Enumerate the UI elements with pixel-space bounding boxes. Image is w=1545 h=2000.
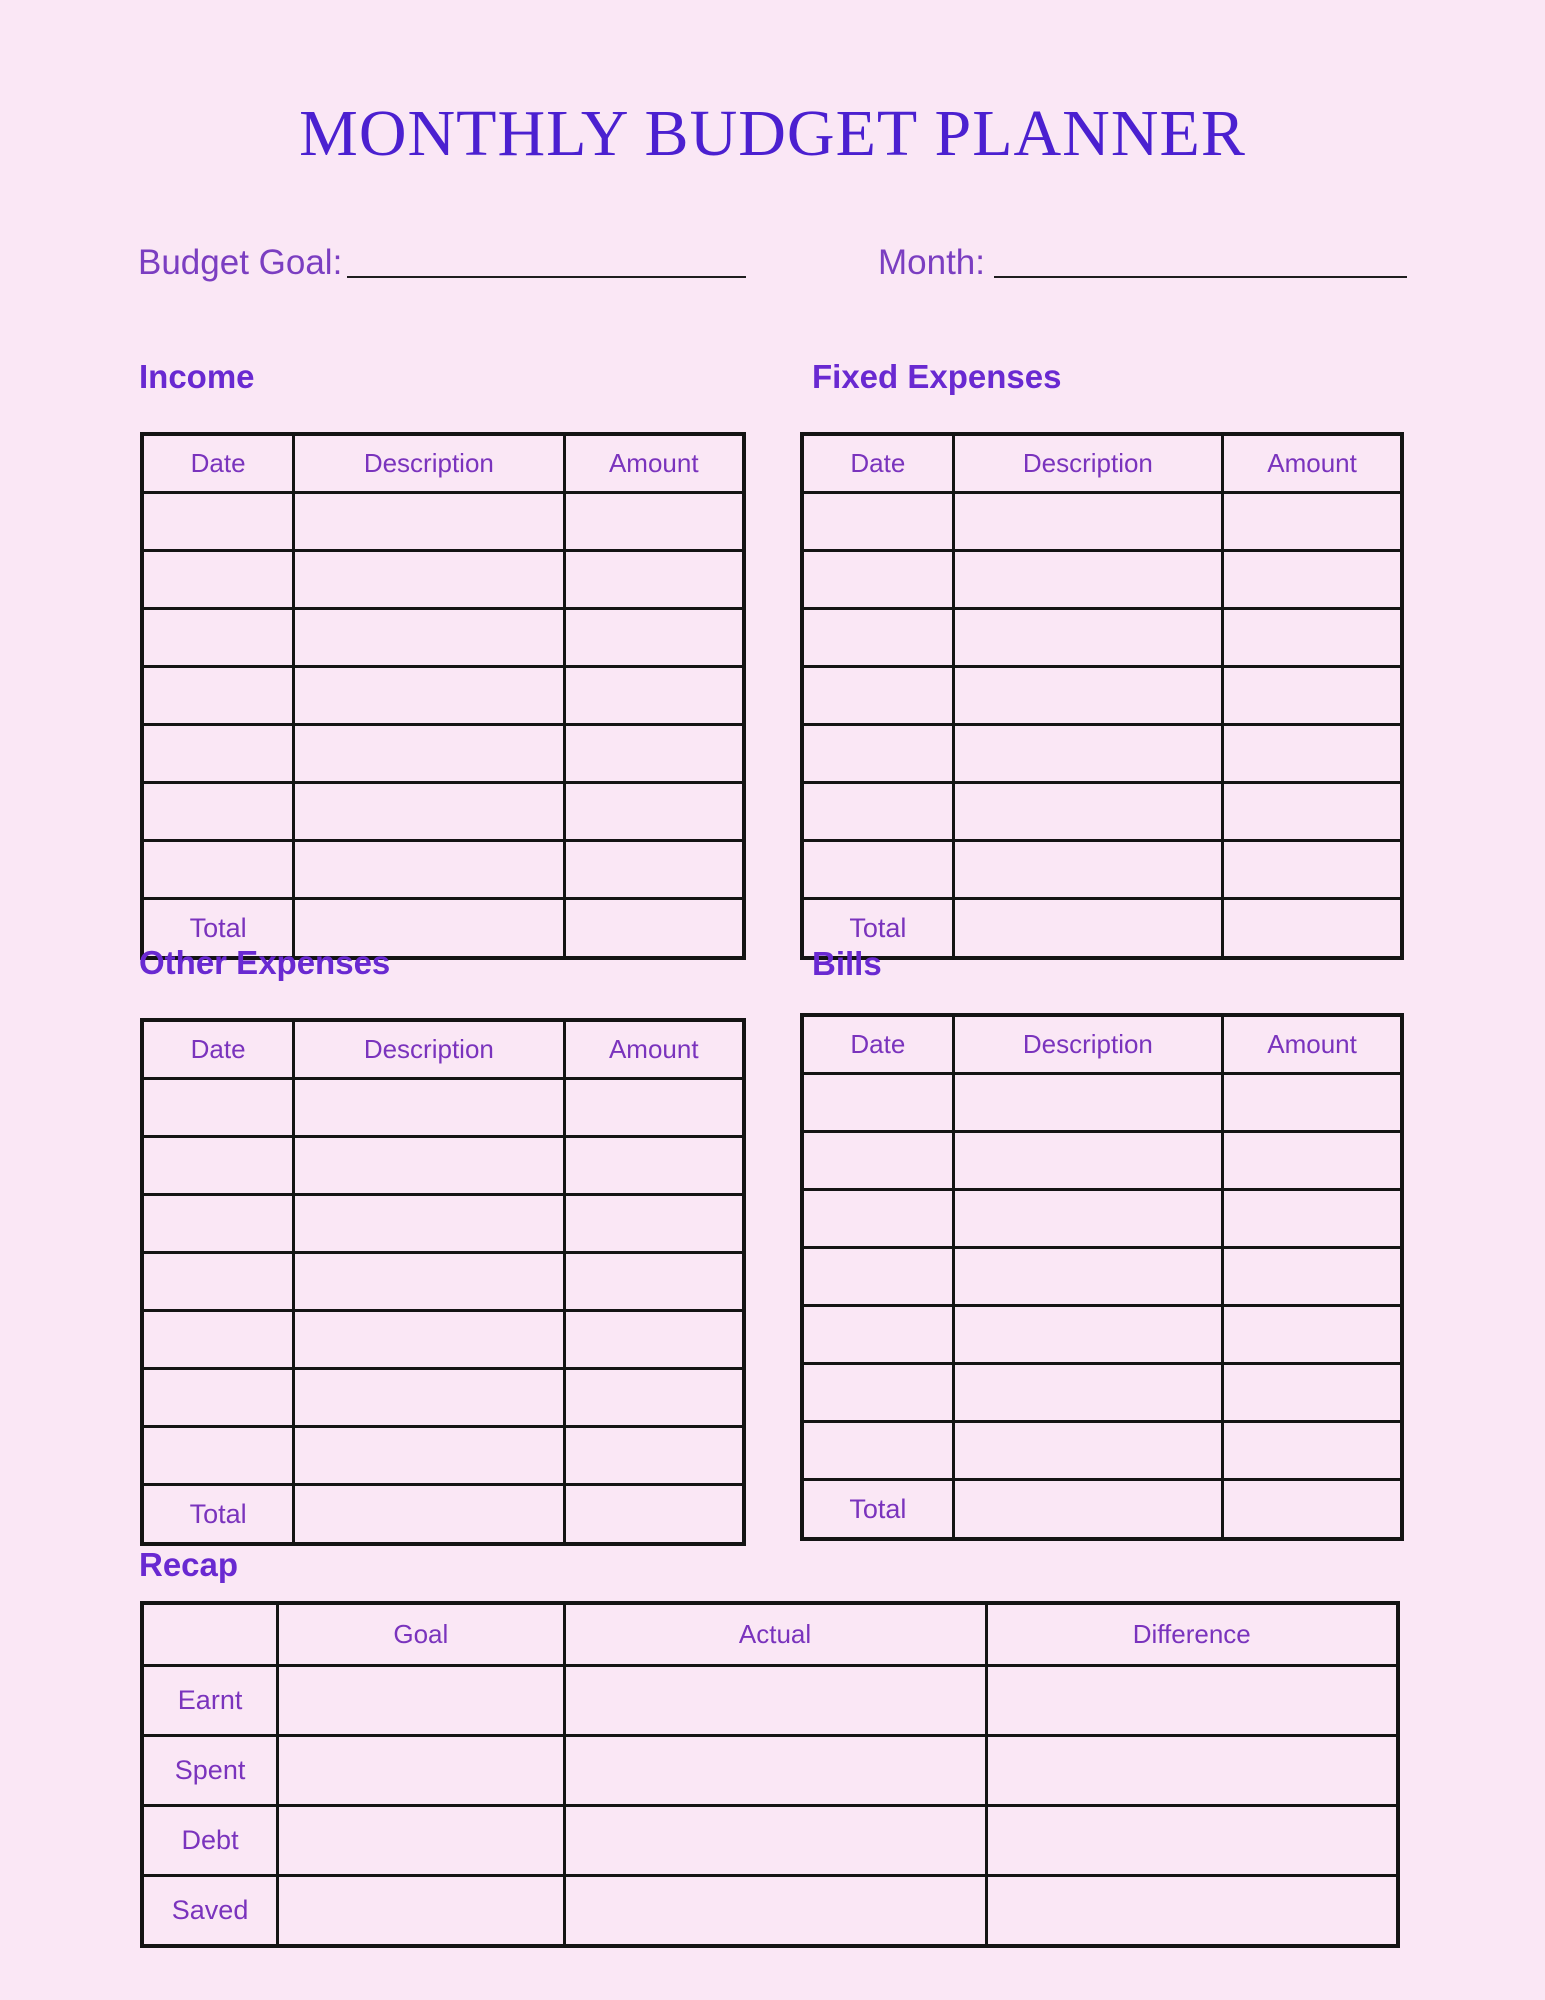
- column-header-amount: Amount: [1223, 434, 1402, 493]
- recap-section-heading: Recap: [139, 1546, 239, 1583]
- description-cell[interactable]: [953, 493, 1222, 551]
- total-row: [802, 899, 1402, 959]
- description-cell[interactable]: [294, 783, 564, 841]
- date-cell[interactable]: [142, 609, 294, 667]
- column-header-description: Description: [294, 1020, 564, 1079]
- recap-actual-cell[interactable]: [564, 1736, 986, 1806]
- recap-row-saved: [142, 1876, 1398, 1947]
- description-cell[interactable]: [294, 725, 564, 783]
- table-header-row: [802, 1015, 1402, 1074]
- description-cell[interactable]: [953, 551, 1222, 609]
- description-cell[interactable]: [953, 667, 1222, 725]
- description-cell[interactable]: [294, 609, 564, 667]
- month-label: Month:: [878, 243, 985, 282]
- date-cell[interactable]: [802, 725, 953, 783]
- table-row: [142, 1137, 744, 1195]
- amount-cell[interactable]: [564, 609, 744, 667]
- total-row: [142, 1485, 744, 1545]
- date-cell[interactable]: [802, 1190, 953, 1248]
- bills-table: [800, 1013, 1404, 1541]
- amount-cell[interactable]: [564, 841, 744, 899]
- recap-table: [140, 1601, 1400, 1948]
- table-row: [142, 1311, 744, 1369]
- amount-cell[interactable]: [1223, 1422, 1402, 1480]
- total-label-cell: Total: [802, 899, 953, 959]
- description-cell[interactable]: [953, 1074, 1222, 1132]
- recap-actual-cell[interactable]: [564, 1876, 986, 1947]
- date-cell[interactable]: [802, 493, 953, 551]
- recap-row-label: Saved: [142, 1876, 278, 1947]
- date-cell[interactable]: [142, 667, 294, 725]
- description-cell[interactable]: [294, 493, 564, 551]
- date-cell[interactable]: [142, 551, 294, 609]
- amount-cell[interactable]: [564, 783, 744, 841]
- column-header-description: Description: [294, 434, 564, 493]
- recap-goal-cell[interactable]: [278, 1736, 564, 1806]
- amount-cell[interactable]: [1223, 783, 1402, 841]
- table-header-row: [142, 434, 744, 493]
- recap-row-label: Earnt: [142, 1666, 278, 1736]
- description-cell[interactable]: [953, 609, 1222, 667]
- description-cell[interactable]: [953, 1190, 1222, 1248]
- table-row: [142, 1195, 744, 1253]
- total-amount-cell[interactable]: [1223, 899, 1402, 959]
- table-row: [802, 783, 1402, 841]
- recap-header-row: [142, 1603, 1398, 1666]
- amount-cell[interactable]: [1223, 493, 1402, 551]
- recap-row-earnt: [142, 1666, 1398, 1736]
- bills-section-heading: Bills: [812, 945, 882, 982]
- amount-cell[interactable]: [1223, 551, 1402, 609]
- income-section-heading: Income: [139, 358, 255, 395]
- description-cell[interactable]: [953, 783, 1222, 841]
- table-header-row: [802, 434, 1402, 493]
- table-row: [802, 1074, 1402, 1132]
- date-cell[interactable]: [802, 1422, 953, 1480]
- description-cell[interactable]: [953, 725, 1222, 783]
- recap-column-header-difference: Difference: [986, 1603, 1398, 1666]
- month-field[interactable]: [994, 240, 1407, 278]
- amount-cell[interactable]: [564, 493, 744, 551]
- total-amount-cell[interactable]: [1223, 1480, 1402, 1540]
- description-cell[interactable]: [953, 1132, 1222, 1190]
- table-row: [142, 783, 744, 841]
- total-label-cell: Total: [142, 1485, 294, 1545]
- table-row: [802, 1190, 1402, 1248]
- recap-difference-cell[interactable]: [986, 1736, 1398, 1806]
- recap-column-header-goal: Goal: [278, 1603, 564, 1666]
- description-cell[interactable]: [294, 1427, 564, 1485]
- date-cell[interactable]: [142, 1311, 294, 1369]
- total-description-cell[interactable]: [953, 899, 1222, 959]
- description-cell[interactable]: [953, 841, 1222, 899]
- date-cell[interactable]: [802, 609, 953, 667]
- total-amount-cell[interactable]: [564, 1485, 744, 1545]
- column-header-date: Date: [142, 434, 294, 493]
- total-description-cell[interactable]: [953, 1480, 1222, 1540]
- amount-cell[interactable]: [1223, 1074, 1402, 1132]
- recap-goal-cell[interactable]: [278, 1666, 564, 1736]
- date-cell[interactable]: [802, 1364, 953, 1422]
- column-header-amount: Amount: [1223, 1015, 1402, 1074]
- amount-cell[interactable]: [1223, 1190, 1402, 1248]
- description-cell[interactable]: [294, 551, 564, 609]
- description-cell[interactable]: [294, 1311, 564, 1369]
- column-header-date: Date: [802, 434, 953, 493]
- recap-column-header-actual: Actual: [564, 1603, 986, 1666]
- amount-cell[interactable]: [1223, 725, 1402, 783]
- recap-difference-cell[interactable]: [986, 1806, 1398, 1876]
- recap-actual-cell[interactable]: [564, 1666, 986, 1736]
- table-row: [802, 1364, 1402, 1422]
- description-cell[interactable]: [294, 1253, 564, 1311]
- income-table: [140, 432, 746, 960]
- table-row: [142, 1427, 744, 1485]
- amount-cell[interactable]: [1223, 1132, 1402, 1190]
- recap-difference-cell[interactable]: [986, 1876, 1398, 1947]
- column-header-description: Description: [953, 1015, 1222, 1074]
- date-cell[interactable]: [142, 1079, 294, 1137]
- fixed-expenses-table: [800, 432, 1404, 960]
- table-row: [802, 1422, 1402, 1480]
- amount-cell[interactable]: [564, 1137, 744, 1195]
- date-cell[interactable]: [142, 783, 294, 841]
- page-title: MONTHLY BUDGET PLANNER: [299, 97, 1246, 170]
- recap-actual-cell[interactable]: [564, 1806, 986, 1876]
- date-cell[interactable]: [802, 667, 953, 725]
- recap-row-spent: [142, 1736, 1398, 1806]
- description-cell[interactable]: [294, 1137, 564, 1195]
- description-cell[interactable]: [953, 1422, 1222, 1480]
- table-row: [142, 841, 744, 899]
- amount-cell[interactable]: [564, 1253, 744, 1311]
- recap-goal-cell[interactable]: [278, 1876, 564, 1947]
- date-cell[interactable]: [802, 841, 953, 899]
- amount-cell[interactable]: [564, 1079, 744, 1137]
- date-cell[interactable]: [142, 1427, 294, 1485]
- date-cell[interactable]: [142, 1369, 294, 1427]
- amount-cell[interactable]: [564, 551, 744, 609]
- table-row: [142, 1369, 744, 1427]
- table-row: [142, 1079, 744, 1137]
- description-cell[interactable]: [294, 1079, 564, 1137]
- column-header-date: Date: [142, 1020, 294, 1079]
- amount-cell[interactable]: [1223, 1306, 1402, 1364]
- table-row: [142, 1253, 744, 1311]
- table-row: [142, 493, 744, 551]
- table-row: [142, 551, 744, 609]
- total-row: [802, 1480, 1402, 1540]
- date-cell[interactable]: [142, 725, 294, 783]
- description-cell[interactable]: [294, 841, 564, 899]
- amount-cell[interactable]: [564, 1195, 744, 1253]
- recap-goal-cell[interactable]: [278, 1806, 564, 1876]
- total-label-cell: Total: [142, 899, 294, 959]
- table-row: [802, 1306, 1402, 1364]
- table-header-row: [142, 1020, 744, 1079]
- description-cell[interactable]: [294, 667, 564, 725]
- amount-cell[interactable]: [564, 1311, 744, 1369]
- fixed-expenses-section-heading: Fixed Expenses: [812, 358, 1062, 395]
- date-cell[interactable]: [802, 551, 953, 609]
- date-cell[interactable]: [802, 783, 953, 841]
- date-cell[interactable]: [802, 1074, 953, 1132]
- column-header-description: Description: [953, 434, 1222, 493]
- recap-row-debt: [142, 1806, 1398, 1876]
- amount-cell[interactable]: [1223, 609, 1402, 667]
- table-row: [802, 493, 1402, 551]
- budget-goal-field[interactable]: [347, 240, 746, 278]
- table-row: [802, 551, 1402, 609]
- column-header-date: Date: [802, 1015, 953, 1074]
- table-row: [802, 609, 1402, 667]
- total-amount-cell[interactable]: [564, 899, 744, 959]
- amount-cell[interactable]: [1223, 1364, 1402, 1422]
- description-cell[interactable]: [953, 1306, 1222, 1364]
- column-header-amount: Amount: [564, 434, 744, 493]
- column-header-amount: Amount: [564, 1020, 744, 1079]
- description-cell[interactable]: [953, 1364, 1222, 1422]
- table-row: [802, 1248, 1402, 1306]
- recap-corner-cell: [142, 1603, 278, 1666]
- amount-cell[interactable]: [1223, 841, 1402, 899]
- recap-difference-cell[interactable]: [986, 1666, 1398, 1736]
- other-expenses-section-heading: Other Expenses: [139, 944, 391, 981]
- description-cell[interactable]: [953, 1248, 1222, 1306]
- table-row: [802, 1132, 1402, 1190]
- amount-cell[interactable]: [564, 1369, 744, 1427]
- table-row: [802, 841, 1402, 899]
- other-expenses-table: [140, 1018, 746, 1546]
- date-cell[interactable]: [802, 1248, 953, 1306]
- amount-cell[interactable]: [564, 725, 744, 783]
- date-cell[interactable]: [142, 1137, 294, 1195]
- recap-row-label: Spent: [142, 1736, 278, 1806]
- table-row: [142, 725, 744, 783]
- date-cell[interactable]: [142, 1195, 294, 1253]
- date-cell[interactable]: [802, 1132, 953, 1190]
- date-cell[interactable]: [802, 1306, 953, 1364]
- table-row: [142, 609, 744, 667]
- total-label-cell: Total: [802, 1480, 953, 1540]
- total-description-cell[interactable]: [294, 1485, 564, 1545]
- date-cell[interactable]: [142, 1253, 294, 1311]
- date-cell[interactable]: [142, 841, 294, 899]
- table-row: [802, 667, 1402, 725]
- date-cell[interactable]: [142, 493, 294, 551]
- recap-row-label: Debt: [142, 1806, 278, 1876]
- amount-cell[interactable]: [564, 667, 744, 725]
- amount-cell[interactable]: [564, 1427, 744, 1485]
- amount-cell[interactable]: [1223, 1248, 1402, 1306]
- table-row: [802, 725, 1402, 783]
- description-cell[interactable]: [294, 1369, 564, 1427]
- table-row: [142, 667, 744, 725]
- description-cell[interactable]: [294, 1195, 564, 1253]
- amount-cell[interactable]: [1223, 667, 1402, 725]
- budget-goal-label: Budget Goal:: [138, 243, 343, 282]
